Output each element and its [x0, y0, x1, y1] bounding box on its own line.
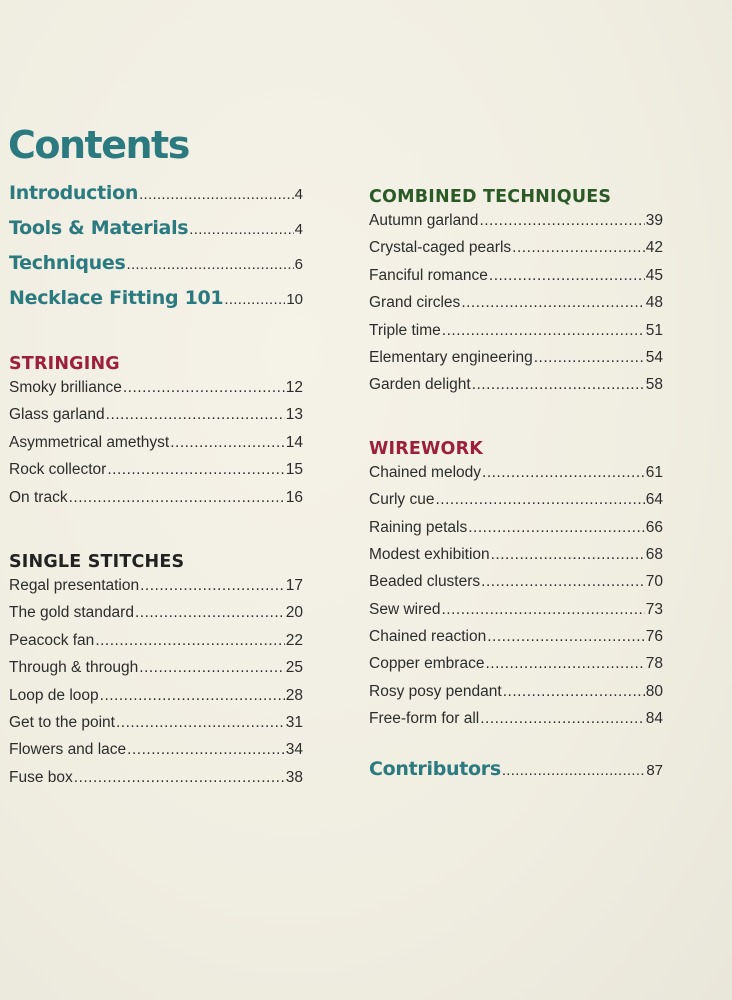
dot-leader — [487, 628, 645, 646]
entry-label: Get to the point — [9, 713, 115, 731]
dot-leader — [69, 489, 285, 507]
entry-label: The gold standard — [9, 604, 134, 622]
entry-label: Autumn garland — [369, 212, 479, 229]
entry-label: Rock collector — [9, 461, 107, 479]
entry-label: Chained melody — [369, 463, 482, 481]
entry-label: Beaded clusters — [369, 573, 481, 591]
dot-leader — [534, 349, 645, 367]
entry-label: Introduction — [9, 182, 139, 204]
entry-label: Modest exhibition — [369, 545, 490, 563]
dot-leader — [139, 659, 284, 677]
entry-label: Techniques — [9, 252, 126, 274]
dot-leader — [135, 604, 285, 622]
entry-label: Free-form for all — [369, 710, 480, 728]
toc-entry[interactable] — [9, 604, 303, 631]
contents-left-column — [9, 182, 303, 796]
toc-entry[interactable] — [9, 769, 303, 796]
entry-label: Fuse box — [9, 768, 73, 786]
entry-page-number: 20 — [285, 604, 303, 622]
toc-entry[interactable] — [369, 322, 663, 349]
entry-page-number: 4 — [294, 186, 303, 203]
dot-leader — [512, 239, 645, 257]
dot-leader — [139, 186, 294, 203]
toc-entry[interactable] — [369, 376, 663, 403]
section-heading-stringing: STRINGING — [9, 354, 120, 374]
entry-page-number: 80 — [645, 682, 663, 700]
entry-page-number: 34 — [285, 741, 303, 759]
entry-label: Smoky brilliance — [9, 379, 122, 396]
entry-label: Copper embrace — [369, 655, 485, 673]
entry-page-number: 39 — [645, 212, 663, 229]
entry-page-number: 51 — [645, 321, 663, 339]
dot-leader — [479, 212, 644, 230]
toc-entry[interactable] — [369, 601, 663, 628]
toc-entry[interactable] — [369, 212, 663, 239]
entry-page-number: 73 — [645, 600, 663, 618]
entry-label: Asymmetrical amethyst — [9, 433, 170, 451]
dot-leader — [224, 291, 285, 308]
section-heading-wirework: WIREWORK — [369, 438, 484, 459]
toc-entry-introduction[interactable] — [9, 182, 303, 217]
dot-leader — [481, 573, 645, 591]
dot-leader — [489, 267, 645, 285]
entry-label: Grand circles — [369, 294, 461, 312]
dot-leader — [502, 762, 645, 779]
entry-page-number: 12 — [285, 379, 303, 396]
entry-page-number: 4 — [294, 221, 303, 238]
dot-leader — [170, 434, 285, 452]
single-stitches-list — [9, 577, 303, 796]
toc-entry[interactable] — [9, 577, 303, 604]
dot-leader — [442, 322, 645, 340]
toc-entry[interactable] — [369, 628, 663, 655]
entry-page-number: 38 — [285, 768, 303, 786]
toc-entry-techniques[interactable] — [9, 252, 303, 287]
entry-page-number: 13 — [285, 406, 303, 424]
entry-page-number: 70 — [645, 573, 663, 591]
entry-label: Flowers and lace — [9, 741, 127, 759]
entry-page-number: 54 — [645, 348, 663, 366]
entry-page-number: 87 — [646, 761, 663, 779]
combined-techniques-list — [369, 212, 663, 404]
entry-page-number: 42 — [645, 239, 663, 257]
entry-page-number: 58 — [645, 376, 663, 394]
entry-page-number: 28 — [285, 686, 303, 704]
toc-entry-tools-materials[interactable] — [9, 217, 303, 252]
dot-leader — [140, 577, 285, 595]
entry-label: Necklace Fitting 101 — [9, 287, 224, 309]
entry-label: Garden delight — [369, 376, 471, 394]
toc-entry-necklace-fitting[interactable] — [9, 287, 303, 322]
entry-label: Sew wired — [369, 600, 441, 618]
toc-entry[interactable] — [9, 434, 303, 461]
section-heading-single-stitches: SINGLE STITCHES — [9, 551, 185, 572]
entry-page-number: 22 — [285, 631, 303, 649]
toc-entry[interactable] — [369, 464, 663, 491]
entry-page-number: 84 — [645, 710, 663, 728]
toc-entry[interactable] — [9, 741, 303, 768]
entry-label: Chained reaction — [369, 628, 487, 646]
stringing-list — [9, 379, 303, 516]
dot-leader — [461, 294, 644, 312]
dot-leader — [491, 546, 645, 564]
dot-leader — [127, 741, 285, 759]
entry-page-number: 78 — [645, 655, 663, 673]
toc-entry[interactable] — [9, 406, 303, 433]
dot-leader — [503, 683, 645, 701]
entry-label: Contributors — [369, 757, 501, 780]
entry-page-number: 17 — [285, 576, 303, 594]
toc-entry[interactable] — [369, 573, 663, 600]
entry-label: On track — [9, 488, 68, 506]
entry-page-number: 48 — [645, 294, 663, 312]
entry-page-number: 76 — [645, 628, 663, 646]
entry-page-number: 10 — [286, 291, 303, 308]
entry-page-number: 45 — [645, 266, 663, 284]
entry-label: Tools & Materials — [9, 217, 189, 239]
dot-leader — [482, 464, 645, 482]
dot-leader — [116, 714, 285, 732]
dot-leader — [95, 632, 284, 650]
toc-entry[interactable] — [369, 683, 663, 710]
entry-page-number: 31 — [285, 713, 303, 731]
toc-entry[interactable] — [9, 659, 303, 686]
entry-label: Crystal-caged pearls — [369, 239, 512, 257]
contents-right-column — [369, 182, 663, 793]
toc-entry[interactable] — [369, 546, 663, 573]
entry-page-number: 16 — [285, 488, 303, 506]
toc-entry[interactable] — [9, 489, 303, 516]
entry-page-number: 68 — [645, 545, 663, 563]
section-heading-combined-techniques: COMBINED TECHNIQUES — [369, 187, 612, 207]
entry-page-number: 64 — [645, 491, 663, 509]
dot-leader — [100, 687, 285, 705]
entry-page-number: 15 — [285, 461, 303, 479]
dot-leader — [107, 461, 284, 479]
toc-entry[interactable] — [369, 491, 663, 518]
dot-leader — [472, 376, 645, 394]
entry-label: Regal presentation — [9, 576, 140, 594]
toc-entry[interactable] — [369, 267, 663, 294]
dot-leader — [123, 379, 285, 397]
toc-entry[interactable] — [369, 519, 663, 546]
toc-entry[interactable] — [9, 687, 303, 714]
entry-page-number: 25 — [285, 659, 303, 677]
dot-leader — [106, 406, 285, 424]
dot-leader — [189, 221, 293, 238]
toc-entry[interactable] — [9, 714, 303, 741]
entry-page-number: 61 — [645, 463, 663, 481]
toc-entry[interactable] — [369, 655, 663, 682]
entry-label: Rosy posy pendant — [369, 682, 502, 700]
dot-leader — [480, 710, 645, 728]
entry-page-number: 6 — [294, 256, 303, 273]
toc-entry-contributors[interactable] — [369, 758, 663, 793]
entry-label: Through & through — [9, 659, 139, 677]
dot-leader — [442, 601, 645, 619]
toc-entry[interactable] — [369, 349, 663, 376]
dot-leader — [435, 491, 644, 509]
wirework-list — [369, 464, 663, 738]
dot-leader — [126, 256, 293, 273]
toc-entry[interactable] — [369, 239, 663, 266]
toc-entry[interactable] — [9, 632, 303, 659]
toc-entry[interactable] — [9, 379, 303, 406]
entry-label: Elementary engineering — [369, 348, 533, 366]
entry-label: Triple time — [369, 321, 441, 339]
toc-entry[interactable] — [369, 294, 663, 321]
entry-label: Raining petals — [369, 518, 468, 536]
page-title: Contents — [8, 123, 189, 167]
entry-page-number: 14 — [285, 433, 303, 451]
entry-label: Fanciful romance — [369, 266, 488, 284]
entry-label: Loop de loop — [9, 686, 99, 704]
entry-label: Peacock fan — [9, 631, 95, 649]
toc-entry[interactable] — [9, 461, 303, 488]
dot-leader — [74, 769, 285, 787]
entry-label: Glass garland — [9, 406, 105, 424]
toc-entry[interactable] — [369, 710, 663, 737]
dot-leader — [468, 519, 645, 537]
dot-leader — [485, 655, 644, 673]
entry-label: Curly cue — [369, 491, 435, 509]
entry-page-number: 66 — [645, 518, 663, 536]
